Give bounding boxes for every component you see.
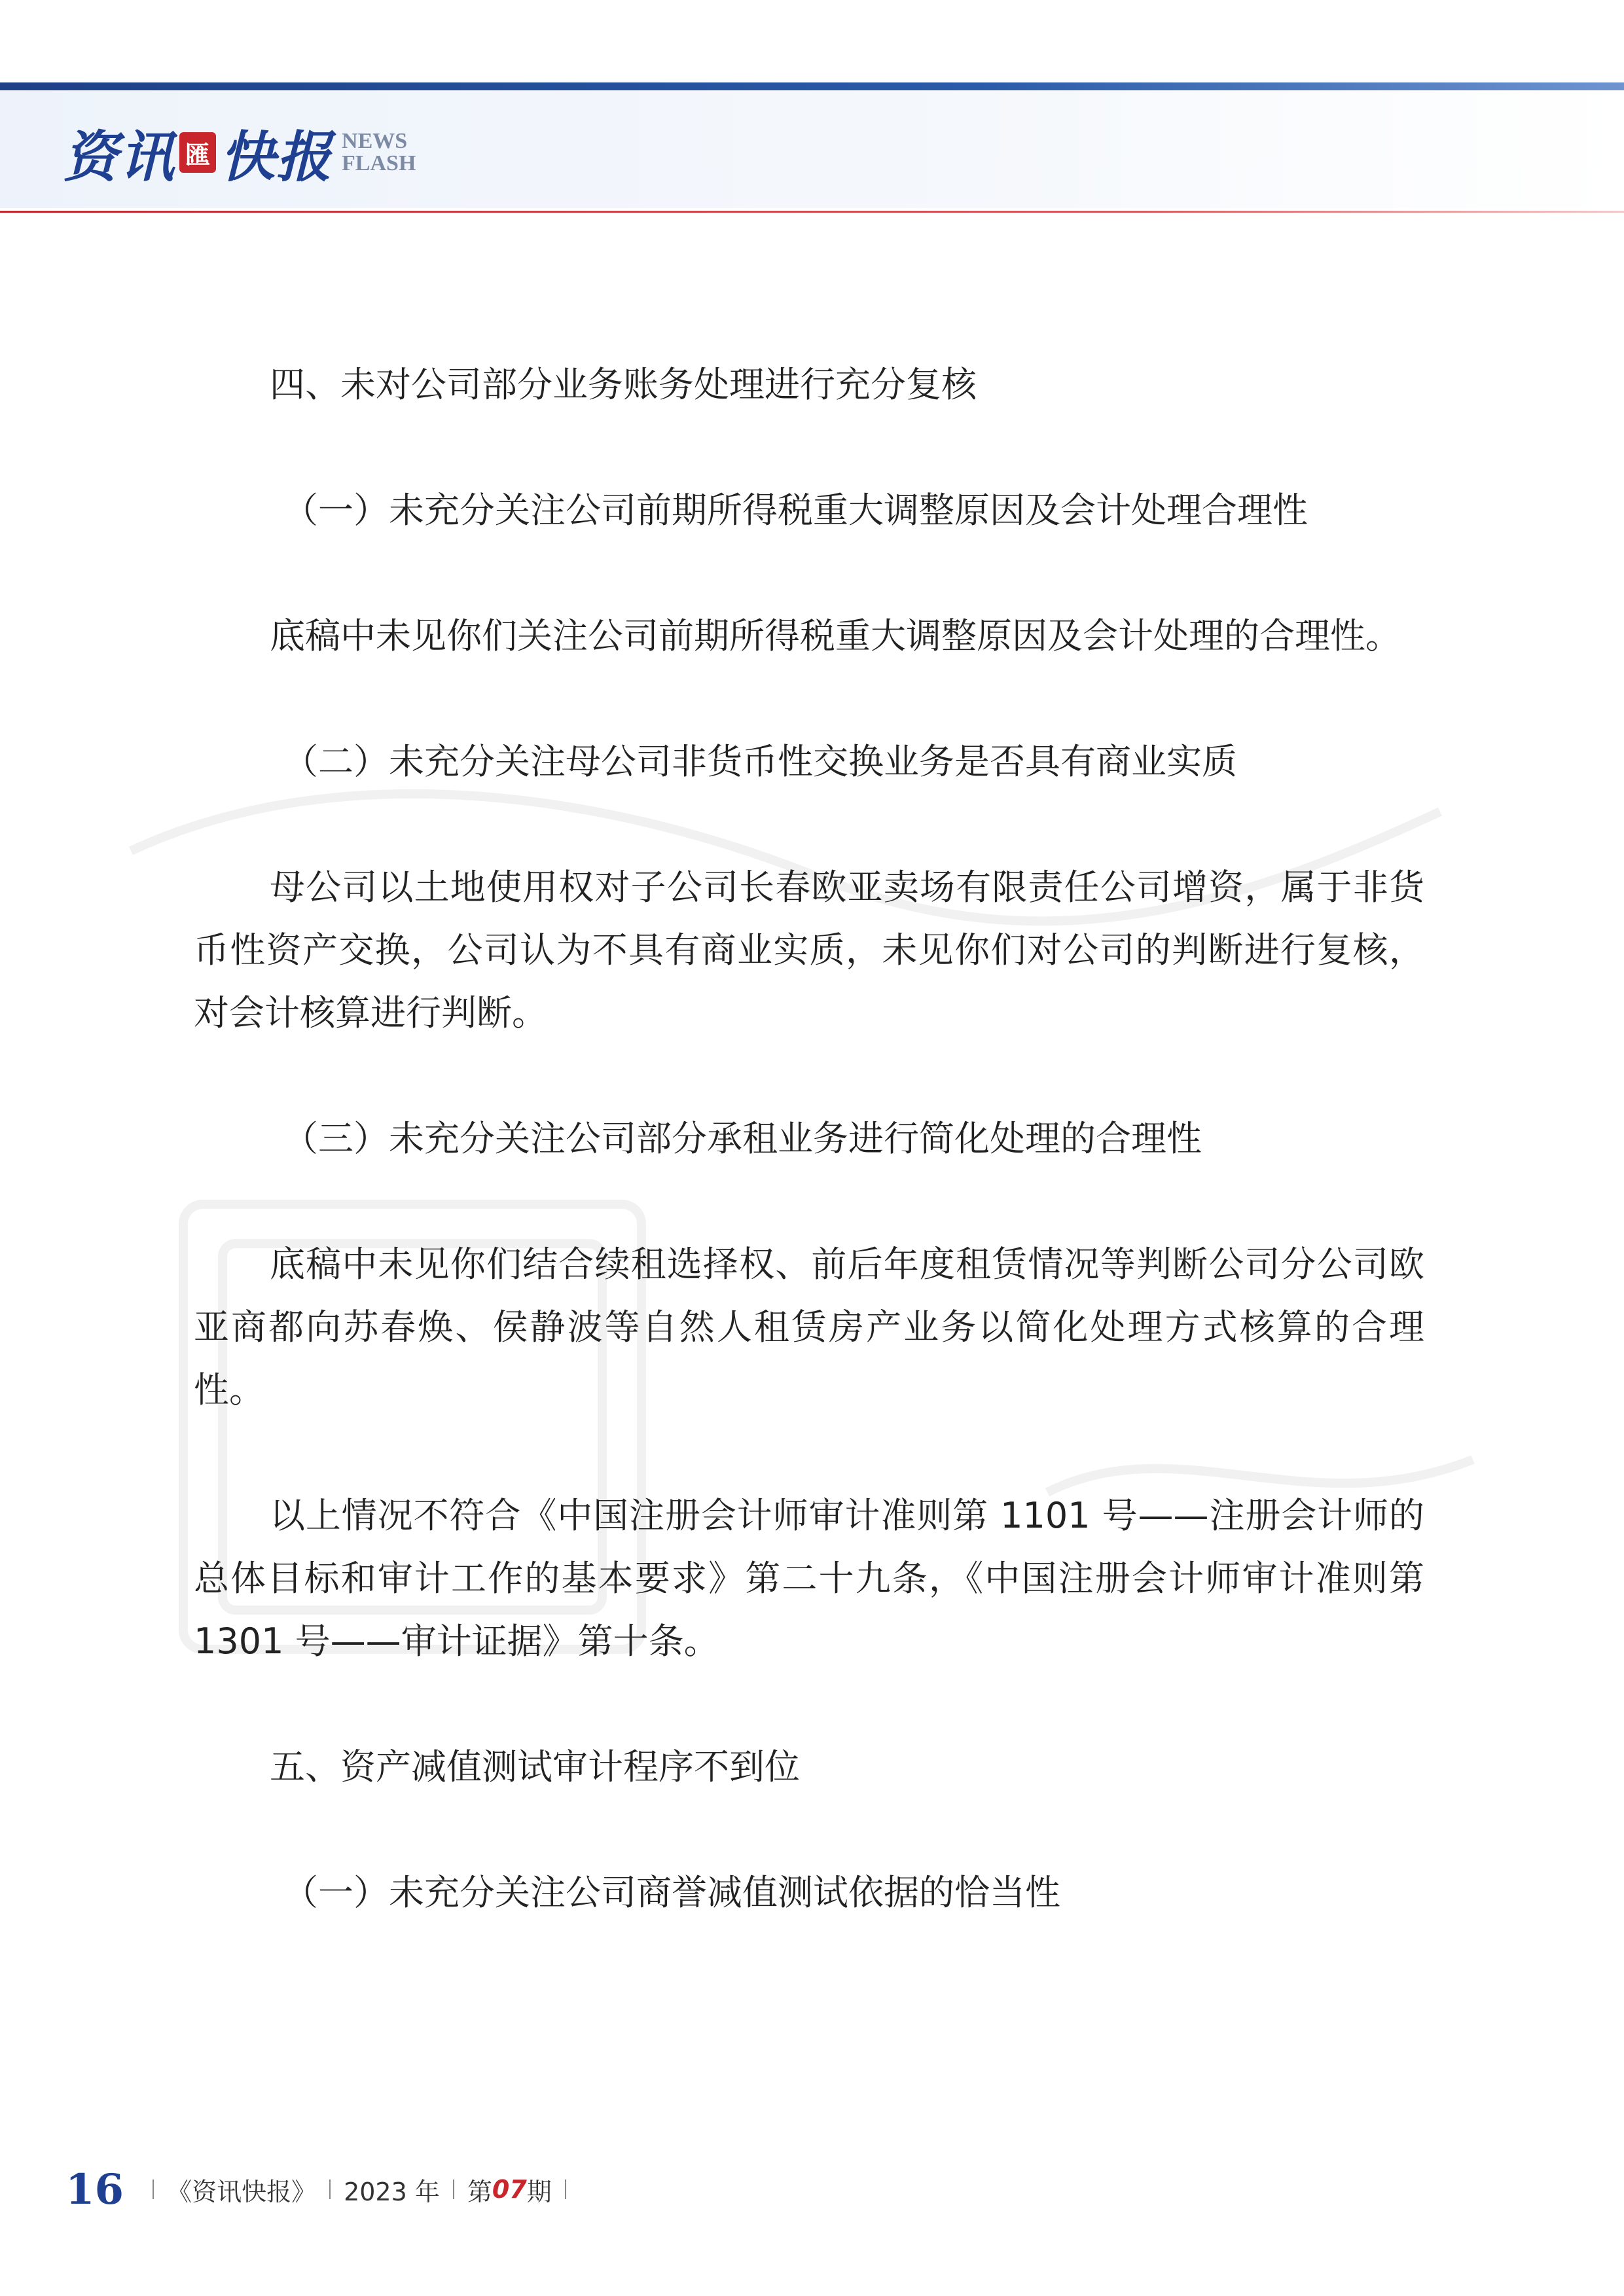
section-5-heading: 五、资产减值测试审计程序不到位	[270, 1746, 800, 1787]
item-2-paragraph: 母公司以土地使用权对子公司长春欧亚卖场有限责任公司增资，属于非货币性资产交换，公司认为不具有商业实质，未见你们对公司的判断进行复核，对会计核算进行判断。	[194, 867, 1424, 1033]
publication-logo	[63, 117, 416, 188]
footer-divider	[565, 2179, 566, 2199]
logo-seal-icon: 匯	[179, 132, 216, 173]
item-2-heading: （二）未充分关注母公司非货币性交换业务是否具有商业实质	[283, 741, 1237, 782]
section-5-item-1-heading: （一）未充分关注公司商誉减值测试依据的恰当性	[283, 1872, 1060, 1913]
footer-divider	[453, 2179, 454, 2199]
logo-text-part2: 快报	[220, 124, 333, 189]
item-3-heading: （三）未充分关注公司部分承租业务进行简化处理的合理性	[283, 1118, 1202, 1159]
section-4-heading: 四、未对公司部分业务账务处理进行充分复核	[270, 364, 977, 405]
article-body	[194, 353, 1424, 1924]
logo-text-part1: 资讯	[63, 124, 176, 189]
footer-divider	[329, 2179, 331, 2199]
footer-issue-number: 07	[492, 2175, 527, 2204]
page-footer	[65, 2160, 579, 2219]
footer-divider	[153, 2179, 154, 2199]
item-1-paragraph: 底稿中未见你们关注公司前期所得税重大调整原因及会计处理的合理性。	[270, 615, 1401, 656]
summary-paragraph: 以上情况不符合《中国注册会计师审计准则第 1101 号——注册会计师的总体目标和审计工作的基本要求》第二十九条，《中国注册会计师审计准则第 1301 号——审计证据》第十条。	[194, 1495, 1424, 1662]
logo-en-flash: FLASH	[342, 151, 416, 175]
header-top-rule	[0, 82, 1624, 90]
footer-year: 2023 年	[344, 2177, 440, 2206]
footer-publication: 《资讯快报》	[167, 2177, 317, 2206]
item-3-paragraph: 底稿中未见你们结合续租选择权、前后年度租赁情况等判断公司分公司欧亚商都向苏春焕、侯静波等自然人租赁房产业务以简化处理方式核算的合理性。	[194, 1244, 1424, 1410]
footer-issue-prefix: 第	[467, 2177, 492, 2206]
item-1-heading: （一）未充分关注公司前期所得税重大调整原因及会计处理合理性	[283, 490, 1308, 531]
header-bottom-rule	[0, 211, 1624, 213]
logo-en-news: NEWS	[342, 129, 408, 153]
page-number: 16	[65, 2164, 124, 2214]
footer-issue-suffix: 期	[526, 2177, 552, 2206]
logo-english	[342, 130, 416, 175]
